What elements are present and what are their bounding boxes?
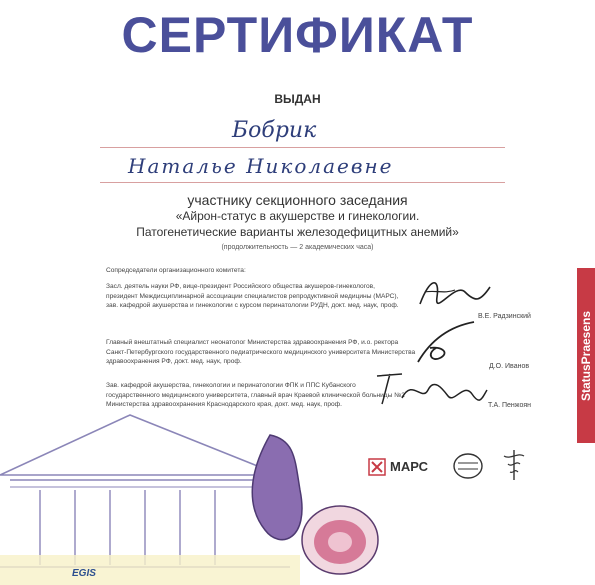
topic-line-1: «Айрон-статус в акушерстве и гинекологии.: [175, 209, 420, 223]
organizer-text-3: Зав. кафедрой акушерства, гинекологии и перинатологии ФПК и ППС Кубанского государственного медицинского университета, главный врач Краевой клинической больницы №2 Министерства здравоохранения Краснодарского края, докт. мед. наук, проф.: [106, 382, 405, 409]
caduceus-icon: [500, 448, 528, 482]
page-title: СЕРТИФИКАТ: [121, 7, 474, 63]
organizer-name-3: Т.А. Пенжоян: [488, 402, 532, 409]
signature-1-icon: [415, 272, 495, 312]
organizer-name-1: В.Е. Радзинский: [478, 313, 531, 320]
organizer-name-2: Д.О. Иванов: [489, 363, 530, 370]
signature-3-icon: [372, 368, 492, 408]
signature-2-icon: [412, 318, 492, 366]
mars-label: МАРС: [390, 459, 428, 474]
participant-line: участнику секционного заседания: [187, 192, 408, 208]
mars-logo: [368, 456, 440, 478]
given-names-handwritten: Наталье Николаевне: [128, 154, 394, 178]
issued-label: ВЫДАН: [274, 92, 321, 106]
organizers-heading: Сопредседатели организационного комитета:: [106, 267, 246, 274]
organizer-text-2: Главный внештатный специалист неонатолог Министерства здравоохранения РФ, и.о. ректора Санкт-Петербургского государственного педиатрического медицинского университета Министерства здравоохранения РФ, докт. мед. наук, проф.: [106, 339, 416, 366]
organizer-text-1: Засл. деятель науки РФ, вице-президент Российского общества акушеров-гинекологов, президент Междисциплинарной ассоциации специалистов репродуктивной медицины (МАРС), зав. кафедрой акушерства и гинекологии с курсом перинатологии РУДН, докт. мед. наук, проф.: [106, 283, 399, 310]
surname-handwritten: Бобрик: [232, 118, 317, 143]
egis-logo: EGIS: [72, 568, 96, 579]
status-praesens-badge: [577, 268, 595, 443]
mars-emblem-icon: [368, 458, 386, 476]
society-emblem-icon: [452, 452, 484, 480]
name-rule-2: [100, 182, 505, 183]
topic-line-2: Патогенетические варианты железодефицитных анемий»: [136, 225, 459, 239]
status-praesens-label: StatusPraesens: [579, 310, 593, 401]
fig-fruit-illustration-icon: [240, 430, 380, 580]
duration-note: (продолжительность — 2 академических часа): [221, 244, 374, 251]
name-rule-1: [100, 147, 505, 148]
